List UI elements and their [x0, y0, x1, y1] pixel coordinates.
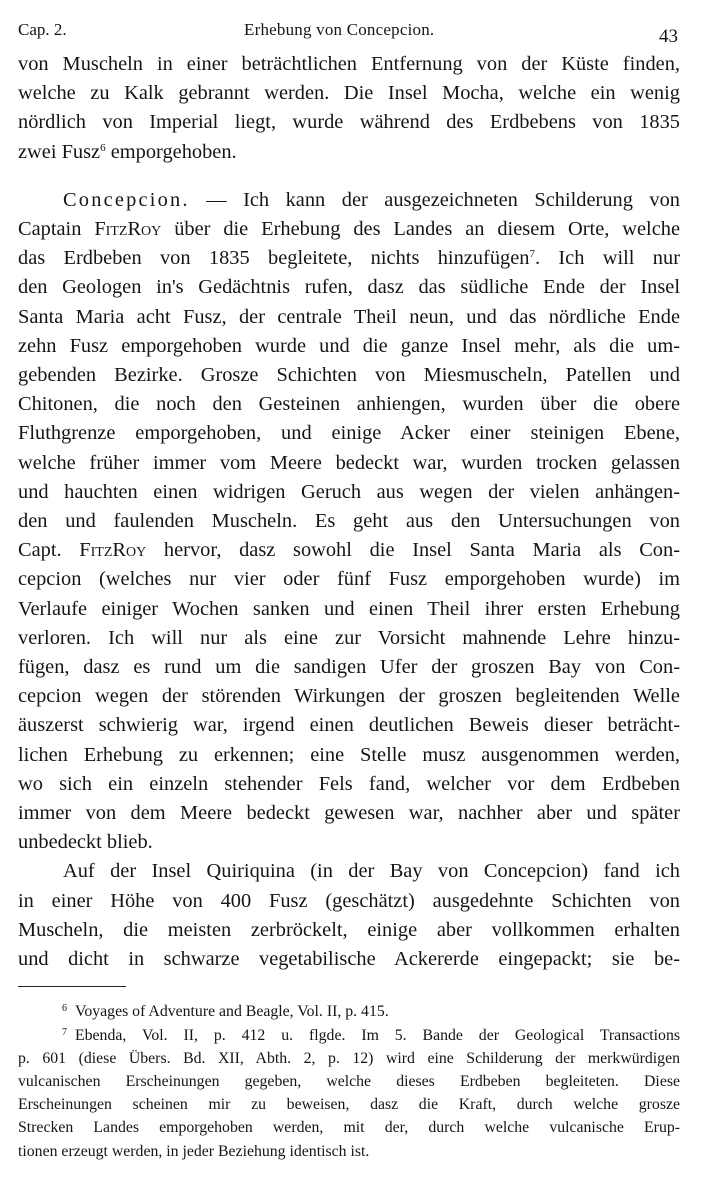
text-line: cepcion (welches nur vier oder fünf Fusz emporgehoben wurde) im [18, 568, 680, 591]
text-line [18, 244, 680, 273]
text-fragment: emporgehoben. [105, 140, 237, 163]
text-line: verloren. Ich will nur als eine zur Vorsicht mahnende Lehre hinzu- [18, 626, 680, 649]
text-line: Auf der Insel Quiriquina (in der Bay von Concepcion) fand ich [63, 860, 680, 883]
text-fragment: hervor, dasz sowohl die Insel Santa Maria als Con- [146, 539, 680, 562]
text-fragment: über die Erhebung des Landes an diesem Orte, welche [161, 218, 680, 241]
text-line: welche früher immer vom Meere bedeckt war, wurden trocken gelassen [18, 451, 680, 474]
text-line: immer von dem Meere bedeckt gewesen war, nachher aber und später [18, 802, 680, 825]
text-line [18, 186, 680, 215]
footnote-divider [18, 986, 126, 987]
author-name: FitzRoy [94, 218, 162, 241]
book-page [18, 14, 680, 1163]
text-line: zehn Fusz emporgehoben wurde und die ganze Insel mehr, als die um- [18, 334, 680, 357]
text-fragment: Capt. [18, 539, 80, 562]
text-line: Santa Maria acht Fusz, der centrale Theil neun, und das nördliche Ende [18, 305, 680, 328]
text-line: und hauchten einen widrigen Geruch aus wegen der vielen anhängen- [18, 480, 680, 503]
text-line [18, 536, 680, 565]
footnote-7 [18, 1024, 680, 1047]
text-line: unbedeckt blieb. [18, 831, 153, 854]
text-line: cepcion wegen der störenden Wirkungen der groszen begleitenden Welle [18, 685, 680, 708]
footnotes [18, 1000, 680, 1162]
footnote-line: vulcanischen Erscheinungen gegeben, welche dieses Erdbeben begleiteten. Diese [18, 1072, 680, 1090]
section-heading: Concepcion. [63, 188, 190, 211]
footnote-line: tionen erzeugt werden, in jeder Beziehung identisch ist. [18, 1142, 370, 1160]
text-fragment: . Ich will nur [534, 247, 680, 270]
text-line: lichen Erhebung zu erkennen; eine Stelle musz ausgenommen werden, [18, 743, 680, 766]
text-fragment: — Ich kann der ausgezeichneten Schilderung von [189, 188, 680, 211]
running-header [18, 14, 680, 50]
running-title: Erhebung von Concepcion. [244, 20, 435, 39]
text-fragment: Captain [18, 218, 95, 241]
text-fragment: das Erdbeben von 1835 begleitete, nichts hinzufügen [18, 247, 530, 270]
text-line: äuszerst schwierig war, irgend einen deutlichen Beweis dieser beträcht- [18, 714, 680, 737]
text-line: gebenden Bezirke. Grosze Schichten von Miesmuscheln, Patellen und [18, 364, 680, 387]
text-line: in einer Höhe von 400 Fusz (geschätzt) ausgedehnte Schichten von [18, 889, 680, 912]
paragraph-2 [18, 186, 680, 858]
footnote-text: Ebenda, Vol. II, p. 412 u. flgde. Im 5. Bande der Geological Transactions [75, 1026, 680, 1044]
author-name: FitzRoy [79, 539, 147, 562]
text-line: Fluthgrenze emporgehoben, und einige Acker einer steinigen Ebene, [18, 422, 680, 445]
text-line: und dicht in schwarze vegetabilische Ackererde eingepackt; sie be- [18, 948, 680, 971]
text-line: fügen, dasz es rund um die sandigen Ufer der groszen Bay von Con- [18, 656, 680, 679]
footnote-mark: 7 [62, 1026, 67, 1038]
footnote-6 [18, 1000, 680, 1023]
text-line [18, 138, 680, 167]
text-line: Muscheln, die meisten zerbröckelt, einige aber vollkommen erhalten [18, 918, 680, 941]
paragraph-1 [18, 50, 680, 167]
paragraph-3 [18, 857, 680, 974]
text-line: den Geologen in's Gedächtnis rufen, dasz das südliche Ende der Insel [18, 276, 680, 299]
footnote-line: Erscheinungen scheinen mir zu beweisen, dasz die Kraft, durch welche grosze [18, 1096, 680, 1114]
footnote-ref: 6 [100, 141, 106, 154]
chapter-label: Cap. 2. [18, 20, 67, 39]
page-number: 43 [659, 26, 678, 47]
text-line: von Muscheln in einer beträchtlichen Entfernung von der Küste finden, [18, 53, 680, 75]
text-line: Chitonen, die noch den Gesteinen anhiengen, wurden über die obere [18, 393, 680, 416]
footnote-ref: 7 [529, 248, 535, 261]
text-line: nördlich von Imperial liegt, wurde während des Erdbebens von 1835 [18, 111, 680, 134]
footnote-mark: 6 [62, 1003, 67, 1015]
text-fragment: zwei Fusz [18, 140, 101, 163]
text-line [18, 215, 680, 244]
footnote-line: p. 601 (diese Übers. Bd. XII, Abth. 2, p. 12) wird eine Schilderung der merkwürdigen [18, 1049, 680, 1067]
text-line: wo sich ein einzeln stehender Fels fand, welcher vor dem Erdbeben [18, 772, 680, 795]
text-line: welche zu Kalk gebrannt werden. Die Insel Mocha, welche ein wenig [18, 82, 680, 105]
text-line: den und faulenden Muscheln. Es geht aus den Untersuchungen von [18, 510, 680, 533]
footnote-text: Voyages of Adventure and Beagle, Vol. II, p. 415. [75, 1003, 389, 1021]
text-line: Verlaufe einiger Wochen sanken und einen Theil ihrer ersten Erhebung [18, 597, 680, 620]
footnote-line: Strecken Landes emporgehoben werden, mit der, durch welche vulcanische Erup- [18, 1119, 680, 1137]
